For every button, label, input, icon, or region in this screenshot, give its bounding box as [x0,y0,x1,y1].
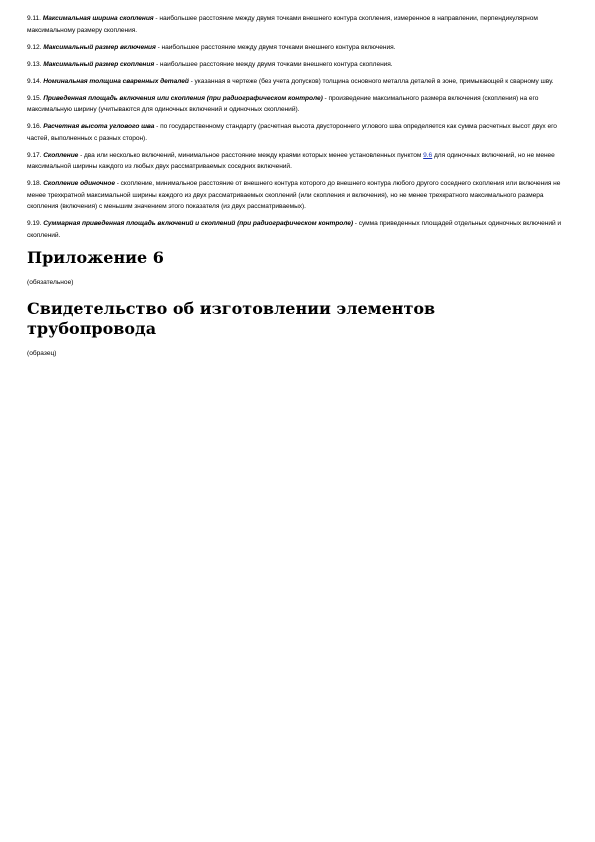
document-content [27,13,567,370]
paragraph-text: для одиночных включений, но не менее максимальной ширины каждого из любых двух рассматриваемых соседних включений. [27,151,555,170]
paragraph-number: 9.14. [27,77,42,85]
paragraph-9-11 [27,13,567,36]
paragraph-term: Приведенная площадь включения или скопления (при радиографическом контроле) [43,94,323,102]
paragraph-text: - наибольшее расстояние между двумя точками внешнего контура скопления. [154,60,393,68]
paragraph-term: Скопление [43,151,79,159]
paragraph-9-16 [27,121,567,144]
certificate-title: Свидетельство об изготовлении элементов трубопровода [27,299,436,338]
paragraph-term: Максимальная ширина скопления [42,15,154,22]
paragraph-text: - два или несколько включений, минимальное расстояние между краями которых менее установленных пунктом [78,151,424,159]
paragraph-text: - указанная в чертеже (без учета допусков) толщина основного металла деталей в зоне, примыкающей к сварному шву. [188,77,554,85]
paragraph-9-13 [27,59,567,71]
paragraph-text: - по государственному стандарту (расчетная высота двустороннего углового шва определяется как сумма расчетных высот двух его частей, выполненных с разных сторон). [27,123,557,142]
clause-9-6-link[interactable]: 9.6 [423,151,433,159]
paragraph-term: Максимальный размер включения [43,43,156,51]
paragraph-number: 9.16. [27,123,42,130]
paragraph-term: Номинальная толщина сваренных деталей [43,77,189,85]
paragraph-term: Суммарная приведенная площадь включений и скоплений (при радиографическом контроле) [43,220,354,227]
paragraph-number: 9.15. [27,94,42,102]
paragraph-9-12 [27,42,567,54]
paragraph-text: - сумма приведенных площадей отдельных одиночных включений и скоплений. [27,220,562,239]
appendix-title: Приложение 6 [27,248,164,267]
appendix-status: (обязательное) [27,279,74,286]
paragraph-text: - произведение максимального размера включения (скопления) на его максимальную ширину (учитываются для одиночных включений и одиночных скоплений). [27,94,539,113]
paragraph-number: 9.13. [27,60,42,68]
paragraph-text: - наибольшее расстояние между двумя точками внешнего контура включения. [155,43,396,51]
paragraph-number: 9.12. [27,43,42,51]
certificate-note: (образец) [27,350,57,357]
paragraph-9-15 [27,93,567,116]
paragraph-number: 9.17. [27,151,42,159]
paragraph-9-14 [27,76,567,88]
paragraph-text: - скопление, минимальное расстояние от внешнего контура которого до внешнего контура любого другого соседнего скопления или включения не менее трехкратной максимальной ширины каждого из двух рассматриваемых скоплений (или скопления и включения), но не менее трехкратного максимального размера скопления (включения) с меньшим значением этого показателя (из двух рассматриваемых). [27,180,561,210]
paragraph-term: Максимальный размер скопления [43,60,155,68]
paragraph-text: - наибольшее расстояние между двумя точками внешнего контура скопления, измеренное в направлении, перпендикулярном максимальному размеру скопления. [27,15,538,34]
paragraph-9-18 [27,178,567,213]
paragraph-term: Скопление одиночное [43,180,115,187]
paragraph-number: 9.18. [27,180,42,187]
paragraph-number: 9.11. [27,15,41,22]
paragraph-term: Расчетная высота углового шва [43,123,155,130]
paragraph-number: 9.19. [27,220,42,227]
paragraph-9-19 [27,218,567,241]
paragraph-9-17 [27,150,567,173]
